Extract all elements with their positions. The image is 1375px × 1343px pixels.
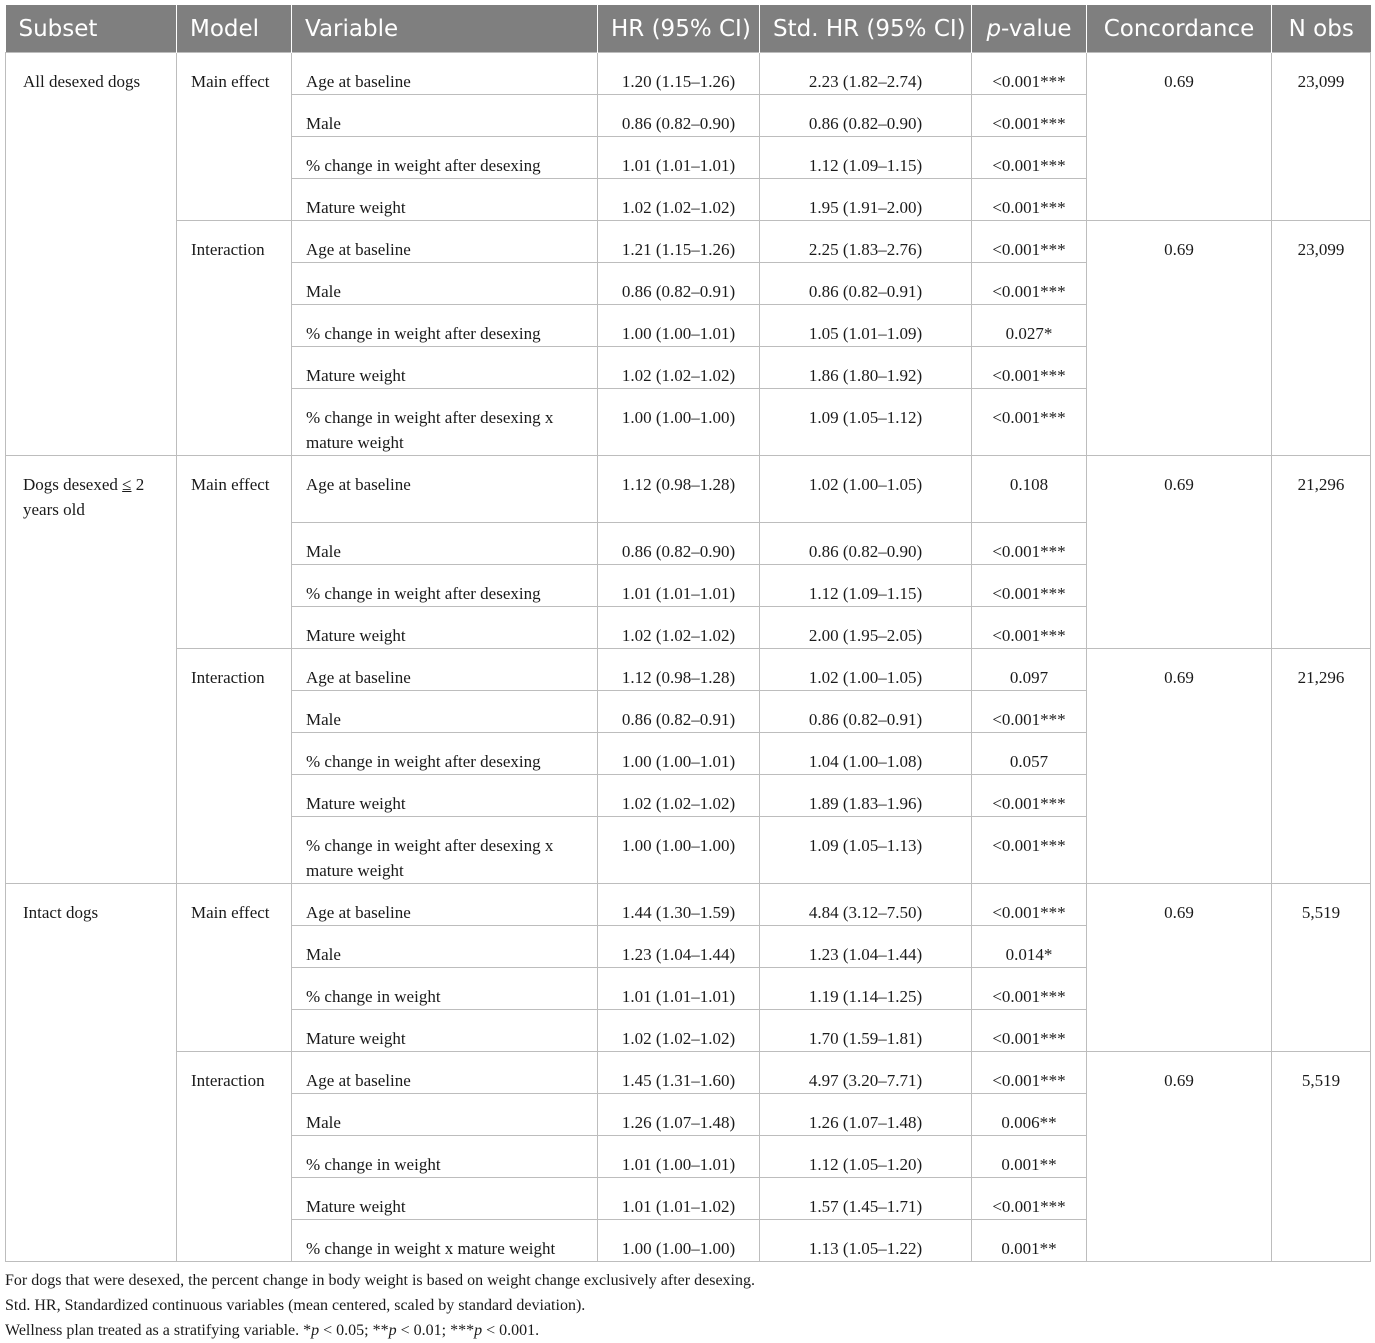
hr-cell: 0.86 (0.82–0.91) [598, 263, 760, 305]
hr-cell: 0.86 (0.82–0.90) [598, 95, 760, 137]
pvalue-cell: <0.001*** [972, 565, 1087, 607]
variable-cell: Mature weight [292, 1178, 598, 1220]
std-hr-cell: 2.23 (1.82–2.74) [760, 53, 972, 95]
model-cell: Main effect [177, 884, 292, 1052]
footnote-p-symbol: p [474, 1322, 483, 1339]
std-hr-cell: 4.84 (3.12–7.50) [760, 884, 972, 926]
hr-cell: 1.02 (1.02–1.02) [598, 775, 760, 817]
variable-cell: % change in weight after desexing x mature weight [292, 817, 598, 884]
std-hr-cell: 0.86 (0.82–0.91) [760, 263, 972, 305]
table-footnotes [5, 1268, 1370, 1343]
nobs-cell: 21,296 [1272, 456, 1371, 649]
footnote-line: Std. HR, Standardized continuous variables (mean centered, scaled by standard deviation). [5, 1297, 586, 1314]
table-row [6, 53, 1371, 95]
hr-cell: 1.02 (1.02–1.02) [598, 179, 760, 221]
variable-cell: % change in weight after desexing [292, 565, 598, 607]
variable-cell: Age at baseline [292, 649, 598, 691]
pvalue-cell: <0.001*** [972, 968, 1087, 1010]
hr-cell: 1.01 (1.01–1.01) [598, 968, 760, 1010]
header-pvalue [972, 5, 1087, 53]
variable-cell: Mature weight [292, 775, 598, 817]
pvalue-cell: <0.001*** [972, 607, 1087, 649]
variable-cell: % change in weight x mature weight [292, 1220, 598, 1262]
hr-cell: 1.01 (1.01–1.02) [598, 1178, 760, 1220]
footnote-p-symbol: p [388, 1322, 397, 1339]
hr-cell: 1.12 (0.98–1.28) [598, 649, 760, 691]
pvalue-cell: 0.006** [972, 1094, 1087, 1136]
pvalue-cell: 0.027* [972, 305, 1087, 347]
table-body [6, 53, 1371, 1262]
std-hr-cell: 1.70 (1.59–1.81) [760, 1010, 972, 1052]
pvalue-cell: <0.001*** [972, 137, 1087, 179]
std-hr-cell: 1.95 (1.91–2.00) [760, 179, 972, 221]
std-hr-cell: 1.04 (1.00–1.08) [760, 733, 972, 775]
table-row [6, 221, 1371, 263]
model-cell: Interaction [177, 1052, 292, 1262]
variable-cell: Male [292, 1094, 598, 1136]
pvalue-cell: <0.001*** [972, 884, 1087, 926]
footnote-text: < 0.05; ** [319, 1322, 389, 1339]
std-hr-cell: 2.25 (1.83–2.76) [760, 221, 972, 263]
variable-cell: % change in weight after desexing [292, 733, 598, 775]
std-hr-cell: 0.86 (0.82–0.90) [760, 95, 972, 137]
pvalue-cell: 0.001** [972, 1220, 1087, 1262]
variable-cell: % change in weight after desexing [292, 137, 598, 179]
results-table-container [5, 5, 1370, 1262]
model-cell: Interaction [177, 649, 292, 884]
model-cell: Interaction [177, 221, 292, 456]
pvalue-cell: <0.001*** [972, 1010, 1087, 1052]
hr-cell: 0.86 (0.82–0.90) [598, 523, 760, 565]
header-variable: Variable [292, 5, 598, 53]
variable-cell: Age at baseline [292, 884, 598, 926]
nobs-cell: 5,519 [1272, 1052, 1371, 1262]
std-hr-cell: 0.86 (0.82–0.91) [760, 691, 972, 733]
std-hr-cell: 1.19 (1.14–1.25) [760, 968, 972, 1010]
std-hr-cell: 1.23 (1.04–1.44) [760, 926, 972, 968]
variable-cell: Age at baseline [292, 1052, 598, 1094]
std-hr-cell: 1.26 (1.07–1.48) [760, 1094, 972, 1136]
std-hr-cell: 1.05 (1.01–1.09) [760, 305, 972, 347]
pvalue-cell: <0.001*** [972, 1052, 1087, 1094]
variable-cell: Age at baseline [292, 456, 598, 523]
nobs-cell: 23,099 [1272, 221, 1371, 456]
std-hr-cell: 1.57 (1.45–1.71) [760, 1178, 972, 1220]
pvalue-cell: <0.001*** [972, 1178, 1087, 1220]
pvalue-cell: <0.001*** [972, 95, 1087, 137]
std-hr-cell: 1.09 (1.05–1.12) [760, 389, 972, 456]
variable-cell: Mature weight [292, 179, 598, 221]
hr-cell: 1.23 (1.04–1.44) [598, 926, 760, 968]
variable-cell: Mature weight [292, 607, 598, 649]
pvalue-cell: <0.001*** [972, 179, 1087, 221]
hr-cell: 1.44 (1.30–1.59) [598, 884, 760, 926]
concordance-cell: 0.69 [1087, 1052, 1272, 1262]
header-pvalue-italic: p [986, 15, 1002, 42]
hr-cell: 1.02 (1.02–1.02) [598, 607, 760, 649]
header-nobs: N obs [1272, 5, 1371, 53]
subset-cell: All desexed dogs [6, 53, 177, 456]
subset-cell: Intact dogs [6, 884, 177, 1262]
hr-cell: 1.12 (0.98–1.28) [598, 456, 760, 523]
hr-cell: 1.45 (1.31–1.60) [598, 1052, 760, 1094]
std-hr-cell: 1.86 (1.80–1.92) [760, 347, 972, 389]
variable-cell: Male [292, 523, 598, 565]
hr-cell: 1.00 (1.00–1.01) [598, 733, 760, 775]
variable-cell: Male [292, 691, 598, 733]
subset-text-part2: 2 years old [23, 475, 145, 519]
hr-cell: 1.01 (1.01–1.01) [598, 137, 760, 179]
std-hr-cell: 1.02 (1.00–1.05) [760, 456, 972, 523]
variable-cell: % change in weight [292, 1136, 598, 1178]
pvalue-cell: <0.001*** [972, 263, 1087, 305]
pvalue-cell: 0.014* [972, 926, 1087, 968]
variable-cell: Male [292, 263, 598, 305]
hr-cell: 1.00 (1.00–1.01) [598, 305, 760, 347]
table-row [6, 649, 1371, 691]
hr-cell: 1.02 (1.02–1.02) [598, 347, 760, 389]
hazard-ratio-table [5, 5, 1371, 1262]
pvalue-cell: 0.097 [972, 649, 1087, 691]
subset-text-part1: Dogs desexed [23, 475, 123, 494]
pvalue-cell: <0.001*** [972, 389, 1087, 456]
hr-cell: 1.20 (1.15–1.26) [598, 53, 760, 95]
model-cell: Main effect [177, 53, 292, 221]
pvalue-cell: <0.001*** [972, 817, 1087, 884]
header-pvalue-rest: -value [1001, 15, 1072, 42]
pvalue-cell: <0.001*** [972, 523, 1087, 565]
header-row [6, 5, 1371, 53]
hr-cell: 1.00 (1.00–1.00) [598, 1220, 760, 1262]
header-hr: HR (95% CI) [598, 5, 760, 53]
hr-cell: 1.26 (1.07–1.48) [598, 1094, 760, 1136]
variable-cell: Male [292, 926, 598, 968]
std-hr-cell: 1.89 (1.83–1.96) [760, 775, 972, 817]
hr-cell: 1.02 (1.02–1.02) [598, 1010, 760, 1052]
pvalue-cell: <0.001*** [972, 691, 1087, 733]
table-row [6, 1052, 1371, 1094]
pvalue-cell: <0.001*** [972, 221, 1087, 263]
concordance-cell: 0.69 [1087, 53, 1272, 221]
std-hr-cell: 2.00 (1.95–2.05) [760, 607, 972, 649]
table-row [6, 884, 1371, 926]
footnote-line: For dogs that were desexed, the percent change in body weight is based on weight change exclusively after desexing. [5, 1272, 755, 1289]
std-hr-cell: 1.13 (1.05–1.22) [760, 1220, 972, 1262]
nobs-cell: 23,099 [1272, 53, 1371, 221]
std-hr-cell: 0.86 (0.82–0.90) [760, 523, 972, 565]
hr-cell: 1.01 (1.00–1.01) [598, 1136, 760, 1178]
hr-cell: 1.01 (1.01–1.01) [598, 565, 760, 607]
table-row [6, 456, 1371, 523]
hr-cell: 1.00 (1.00–1.00) [598, 817, 760, 884]
footnote-p-symbol: p [311, 1322, 320, 1339]
hr-cell: 0.86 (0.82–0.91) [598, 691, 760, 733]
header-concordance: Concordance [1087, 5, 1272, 53]
pvalue-cell: <0.001*** [972, 775, 1087, 817]
variable-cell: Mature weight [292, 1010, 598, 1052]
variable-cell: Mature weight [292, 347, 598, 389]
footnote-text: < 0.001. [482, 1322, 540, 1339]
concordance-cell: 0.69 [1087, 221, 1272, 456]
std-hr-cell: 1.09 (1.05–1.13) [760, 817, 972, 884]
std-hr-cell: 1.12 (1.09–1.15) [760, 137, 972, 179]
std-hr-cell: 1.12 (1.09–1.15) [760, 565, 972, 607]
pvalue-cell: 0.108 [972, 456, 1087, 523]
model-cell: Main effect [177, 456, 292, 649]
header-std-hr: Std. HR (95% CI) [760, 5, 972, 53]
std-hr-cell: 1.02 (1.00–1.05) [760, 649, 972, 691]
footnote-line [5, 1318, 1370, 1343]
variable-cell: Age at baseline [292, 221, 598, 263]
header-model: Model [177, 5, 292, 53]
pvalue-cell: 0.057 [972, 733, 1087, 775]
std-hr-cell: 4.97 (3.20–7.71) [760, 1052, 972, 1094]
variable-cell: % change in weight [292, 968, 598, 1010]
variable-cell: % change in weight after desexing [292, 305, 598, 347]
concordance-cell: 0.69 [1087, 649, 1272, 884]
hr-cell: 1.00 (1.00–1.00) [598, 389, 760, 456]
pvalue-cell: 0.001** [972, 1136, 1087, 1178]
variable-cell: Male [292, 95, 598, 137]
variable-cell: Age at baseline [292, 53, 598, 95]
subset-cell [6, 456, 177, 884]
footnote-text: < 0.01; *** [396, 1322, 475, 1339]
pvalue-cell: <0.001*** [972, 347, 1087, 389]
variable-cell: % change in weight after desexing x mature weight [292, 389, 598, 456]
footnote-text: Wellness plan treated as a stratifying variable. * [5, 1322, 312, 1339]
std-hr-cell: 1.12 (1.05–1.20) [760, 1136, 972, 1178]
nobs-cell: 21,296 [1272, 649, 1371, 884]
less-equal-symbol: ≤ [122, 475, 132, 494]
nobs-cell: 5,519 [1272, 884, 1371, 1052]
pvalue-cell: <0.001*** [972, 53, 1087, 95]
concordance-cell: 0.69 [1087, 456, 1272, 649]
hr-cell: 1.21 (1.15–1.26) [598, 221, 760, 263]
concordance-cell: 0.69 [1087, 884, 1272, 1052]
header-subset: Subset [6, 5, 177, 53]
